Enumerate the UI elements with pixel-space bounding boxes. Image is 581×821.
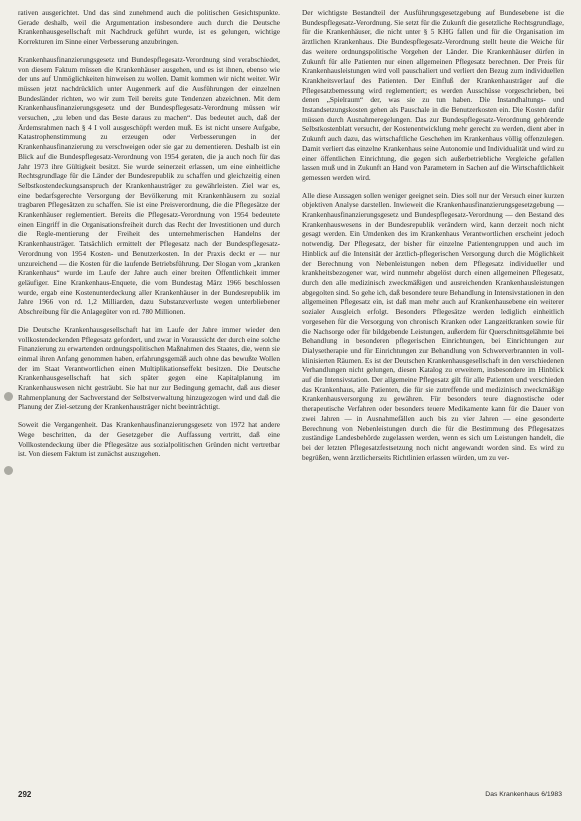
document-page (18, 8, 566, 808)
paragraph: Alle diese Aussagen sollen weniger geeignet sein. Dies soll nur der Versuch einer kurzen objektiven Analyse darstellen. Inwieweit die Krankenhausfinanzierungsgesetzgebung — Krankenhausfinanzierungsgesetz und Bundespflegesatz-Verordnung — den Bestand des Krankenhauswesens in der Bundesrepublik verändern wird, kann derzeit noch nicht gesagt werden. Ein Umdenken des im Krankenhaus Verantwortlichen erscheint jedoch notwendig. Der Pflegesatz, der bisher für einzelne Patientengruppen und auch im Hinblick auf die Intensität der ärztlich-pflegerischen Versorgung durch die Möglichkeit der Berechnung von Nebenleistungen neben dem Pflegesatz individueller und krankheitsbezogener war, wird nunmehr abgelöst durch einen allgemeinen Pflegesatz, durch den alle medizinisch zweckmäßigen und ausreichenden Krankenhausleistungen abgegolten sind. So gehe ich, daß besondere teure Behandlung in Intensivstationen in den allgemeinen Pflegesatz ein, ist daß man mehr auch auf Krankenhausebene ein weiterer sozialer Ausgleich erfolgt. Besonders Pflegesätze werden lediglich einheitlich vorgesehen für die Versorgung von chronisch Kranken oder Langzeitkranken sowie für die Nachsorge oder für bildgebende Leistungen, außerdem für Querschnittsgelähmte bei Behandlung in besonderen pflegerischen Einrichtungen, bei Einrichtungen zur Dialysetherapie und für Einrichtungen zur Behandlung von Schwerverbrannten in voll-klinisierten Räumen. Es ist der Deutschen Krankenhausgesellschaft in den verschiedenen Verhandlungen nicht gelungen, diesen Katalog zu erweitern, insbesondere im Hinblick auf die Intensivstation. Der allgemeine Pflegesatz gilt für alle Patienten und verschieden das Krankenhaus, alle Patienten, die für sie zutreffende und medizinisch zweckmäßige Krankenhausversorgung zu gewähren. Für besonders teure diagnostische oder therapeutische Verfahren oder besonders teuere Medikamente kann für die Dauer von zwei Jahren — in Ausnahmefällen auch bis zu vier Jahren — eine gesonderte Berechnung von Nebenleistungen durch die für die Bestimmung des Pflegesatzes zuständige Landesbehörde zugelassen werden, wenn es sich um Leistungen handelt, die bei der letzten Pflegesatzfestsetzung noch nicht angewandt worden sind. Es wird zu begrüßen, wenn ärztlicherseits Richtlinien erlassen würden, um zu ver- (302, 190, 564, 462)
left-column (18, 8, 280, 778)
paragraph: rativen ausgerichtet. Und das sind zunehmend auch die politischen Gesichtspunkte. Gerade deshalb, weil die Argumentation insbesondere auch durch die Deutsche Krankenhausgesellschaft mit Nachdruck geführt wurde, ist es gelungen, wichtige Korrekturen im Sinne einer Verbesserung anzubringen. (18, 8, 280, 47)
journal-footer: Das Krankenhaus 6/1983 (485, 791, 562, 798)
page-number: 292 (18, 790, 32, 799)
punch-hole-icon (4, 392, 13, 401)
paragraph: Soweit die Vergangenheit. Das Krankenhausfinanzierungsgesetz von 1972 hat andere Wege beschritten, da der Gesetzgeber die Auffassung vertritt, daß eine Vollkostendeckung über die Pflegesätze aus sozialpolitischen Gründen nicht vertretbar ist. Von diesem Faktum ist zunächst auszugehen. (18, 420, 280, 459)
paragraph: Der wichtigste Bestandteil der Ausführungsgesetzgebung auf Bundesebene ist die Bundespflegesatz-Verordnung. Sie setzt für die Zukunft die gesetzliche Rechtsgrundlage, für die Krankenhäuser, die nicht unter § 5 KHG fallen und für die Organisation im ärztlichen Krankenhaus. Die Bundespflegesatz-Verordnung stellt heute die Weiche für das weitere ordnungspolitische Vorgehen der Länder. Die Krankenhäuser dürfen in Zukunft für alle Patienten nur einen allgemeinen Pflegesatz berechnen. Der Preis für Krankenhausleistungen wird voll pauschaliert und verliert den Bezug zum individuellen Krankheitsverlauf des Patienten. Der Einfluß der Krankenhausträger auf die Pflegesatzbemessung wird reglementiert; es werden Ausschüsse vorgeschrieben, bei denen „Spielraum“ der, was sie zu tun haben. Die Instandhaltungs- und Instandsetzungskosten gehen als Pauschale in die Benutzerkosten ein. Die Kosten dafür müssen durch Ausnahmeregelungen. Das zur Bundespflegesatz-Verordnung gehörende Selbstkostenblatt versucht, der Kostenentwicklung mehr gerecht zu werden, dient aber in Zukunft auch dazu, das wirtschaftliche Geschehen im Krankenhaus völlig offenzulegen. Damit verliert das einzelne Krankenhaus seine Autonomie und Individualität und wird zu einer öffentlichen Einrichtung, die gegen sich außerbetriebliche Vergleiche gefallen lassen muß und in Zukunft an Hand von Parametern in Sachen auf die Wirtschaftlichkeit gemessen werden wird. (302, 8, 564, 182)
paragraph: Krankenhausfinanzierungsgesetz und Bundespflegesatz-Verordnung sind verabschiedet, von diesem Faktum müssen die Krankenhäuser ausgehen, und es ist ihnen, ebenso wie der uns auf Unmöglichkeiten hinweisen zu wollen. Damit kommen wir nicht weiter. Wir müssen jetzt nachdrücklich unter Augenmerk auf die Ausführungen der einzelnen Bundesländer richten, wo wir zum Teil bereits gute Tendenzen abzeichnen. Mit dem Krankenhausfinanzierungsgesetz und der Bundespflegesatz-Verordnung müssen wir versuchen, „zu leben und das Beste daraus zu machen“. Das bedeutet auch, daß der Ärdemsrahmen nach § 4 I voll ausgeschöpft werden muß. Es ist nicht unsere Aufgabe, Katastrophenstimmung zu erzeugen oder Verbesserungen in der Krankenhausfinanzierung zu verschweigen oder sie gar zu dementieren. Deshalb ist ein Blick auf die Bundespflegesatz-Verordnung von 1954 geraten, die ja auch noch für das Jahr 1973 ihre Gültigkeit besitzt. Sie wurde seinerzeit erlassen, um eine einheitliche Rechtsgrundlage für die Länder der Bundesrepublik zu schaffen und gleichzeitig einen Selbstkostendeckungsanspruch der Krankenhausträger zu gewährleisten. Ziel war es, eine bedarfsgerechte Versorgung der Bevölkerung mit Krankenhäusern zu sozial tragbaren Pflegesätzen zu schaffen. Sie ist eine Preisverordnung, die die Pflegesätze der Krankenhäuser reglementiert. Bereits die Pflegesatz-Verordnung von 1954 bedeutete einen Eingriff in die Organisationsfreiheit durch das Recht der Investitionen und durch die Regle-mentierung der Freiheit des unternehmerischen Handelns der Krankenhausträger. Tatsächlich ermittelt der Pflegesatz nach der Bundespflegesatz-Verordnung von 1954 Kosten- und Benutzerkosten. In der Praxis deckt er — nur unzureichend — die Kosten für die laufende Betriebsführung. Der Slogan vom „kranken Krankenhaus“ wurde im Laufe der Jahre auch einer breiten Öffentlichkeit immer geläufiger. Eine Krankenhaus-Enquete, die vom Bundestag März 1966 beschlossen wurde, ergab eine Kostenunterdeckung aller Krankenhäuser in der Bundesrepublik im Jahre 1966 von rd. 1,2 Milliarden, dazu Substanzverluste wegen unterbliebener Abschreibung für die Anlagegüter von rd. 780 Millionen. (18, 54, 280, 317)
paragraph: Die Deutsche Krankenhausgesellschaft hat im Laufe der Jahre immer wieder den vollkostendeckenden Pflegesatz gefordert, und zwar in Voraussicht der durch eine solche Finanzierung zu erwartenden ordnungspolitischen Maßnahmen des Staates, die, wenn sie einmal ihren Anfang genommen haben, erfahrungsgemäß auch ohne das bewußte Wollen der im Staat Verantwortlichen einen Multiplikationseffekt besitzen. Die Deutsche Krankenhausgesellschaft hat sich später gegen eine Kapitalplanung im Krankenhauswesen nicht gesträubt. Sie hat nur zur Bedingung gemacht, daß aus dieser Rahmenplanung der Sachverstand der Selbstverwaltung hinzugezogen wird und daß die Planung der Ziel-setzung der Krankenhausträger nicht beeinträchtigt. (18, 324, 280, 412)
right-column (302, 8, 564, 778)
punch-hole-icon (4, 466, 13, 475)
